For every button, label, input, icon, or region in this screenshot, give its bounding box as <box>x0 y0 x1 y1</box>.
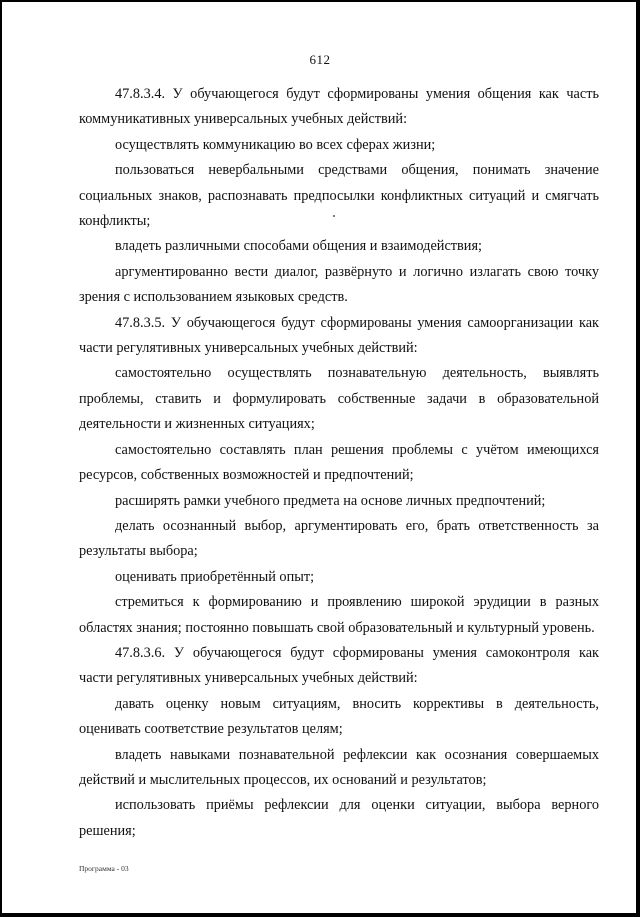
paragraph: давать оценку новым ситуациям, вносить коррективы в деятельность, оценивать соответствие результатов целям; <box>79 695 599 738</box>
paragraph: осуществлять коммуникацию во всех сферах жизни; <box>115 136 436 153</box>
scan-border-top <box>0 0 640 2</box>
paragraph: стремиться к формированию и проявлению широкой эрудиции в разных областях знания; постоянно повышать свой образовательный и культурный уровень. <box>79 594 599 636</box>
scan-border-bottom <box>0 913 640 917</box>
scan-border-right <box>636 0 640 917</box>
paragraph: владеть навыками познавательной рефлексии как осознания совершаемых действий и мыслительных процессов, их оснований и результатов; <box>79 746 599 788</box>
paragraph: использовать приёмы рефлексии для оценки ситуации, выбора верного решения; <box>79 797 599 839</box>
paragraph: 47.8.3.4. У обучающегося будут сформированы умения общения как часть коммуникативных универсальных учебных действий: <box>79 86 599 128</box>
paragraph: расширять рамки учебного предмета на основе личных предпочтений; <box>115 492 546 509</box>
paragraph: 47.8.3.5. У обучающегося будут сформированы умения самоорганизации как части регулятивных универсальных учебных действий: <box>79 314 599 357</box>
paragraph: аргументированно вести диалог, развёрнуто и логично излагать свою точку зрения с использованием языковых средств. <box>79 263 599 306</box>
paragraph: самостоятельно осуществлять познавательную деятельность, выявлять проблемы, ставить и формулировать собственные задачи в образовательной деятельности и жизненных ситуациях; <box>79 365 599 433</box>
scan-border-left <box>0 0 2 917</box>
paragraph: владеть различными способами общения и взаимодействия; <box>115 238 482 255</box>
paragraph: пользоваться невербальными средствами общения, понимать значение социальных знаков, распознавать предпосылки конфликтных ситуаций и смягчать конфликты; <box>79 162 599 230</box>
paragraph: самостоятельно составлять план решения проблемы с учётом имеющихся ресурсов, собственных возможностей и предпочтений; <box>79 441 599 484</box>
scan-speck <box>333 215 335 217</box>
footer-note: Программа - 03 <box>79 864 129 873</box>
paragraph: 47.8.3.6. У обучающегося будут сформированы умения самоконтроля как части регулятивных универсальных учебных действий: <box>79 644 599 687</box>
document-body <box>79 82 599 844</box>
page-number: 612 <box>309 52 331 67</box>
paragraph: оценивать приобретённый опыт; <box>115 568 315 585</box>
paragraph: делать осознанный выбор, аргументировать его, брать ответственность за результаты выбора; <box>79 517 599 560</box>
